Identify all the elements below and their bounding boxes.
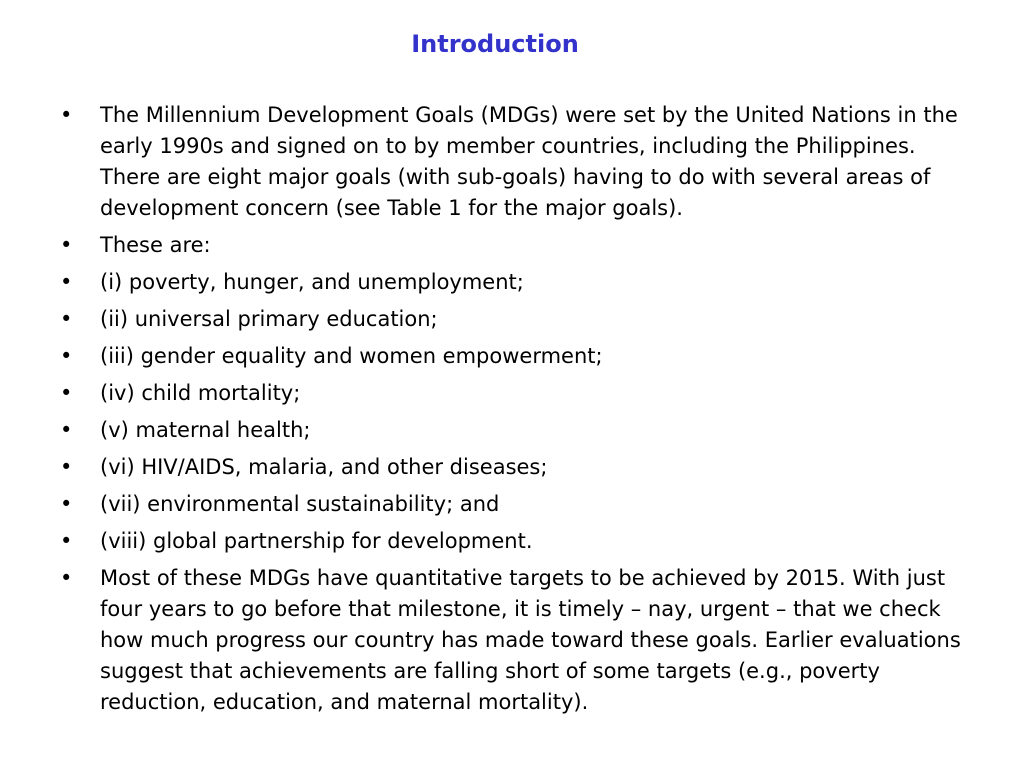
list-item [60, 378, 980, 409]
bullet-icon: • [60, 529, 73, 553]
bullet-icon: • [60, 455, 73, 479]
bullet-icon: • [60, 566, 73, 590]
slide-title: Introduction [411, 30, 579, 58]
bullet-icon: • [60, 418, 73, 442]
list-item-text: (iv) child mortality; [100, 381, 301, 405]
bullet-icon: • [60, 270, 73, 294]
list-item-text: (iii) gender equality and women empowerment; [100, 344, 603, 368]
bullet-icon: • [60, 103, 73, 127]
list-item-text: (v) maternal health; [100, 418, 311, 442]
list-item [60, 230, 980, 261]
list-item [60, 341, 980, 372]
list-item-text: (viii) global partnership for development. [100, 529, 533, 553]
list-item-text: Most of these MDGs have quantitative targets to be achieved by 2015. With just four years to go before that milestone, it is timely – nay, urgent – that we check how much progress our country has made toward these goals. Earlier evaluations suggest that achievements are falling short of some targets (e.g., poverty reduction, education, and maternal mortality). [100, 566, 961, 714]
bullet-icon: • [60, 233, 73, 257]
list-item [60, 304, 980, 335]
bullet-icon: • [60, 492, 73, 516]
list-item-text: (ii) universal primary education; [100, 307, 438, 331]
list-item [60, 267, 980, 298]
list-item [60, 563, 980, 718]
list-item-text: (vi) HIV/AIDS, malaria, and other diseases; [100, 455, 548, 479]
list-item [60, 452, 980, 483]
bullet-icon: • [60, 344, 73, 368]
list-item [60, 415, 980, 446]
list-item-text: These are: [100, 233, 211, 257]
list-item [60, 526, 980, 557]
bullet-icon: • [60, 381, 73, 405]
list-item-text: (i) poverty, hunger, and unemployment; [100, 270, 524, 294]
bullet-icon: • [60, 307, 73, 331]
list-item [60, 100, 980, 224]
list-item-text: (vii) environmental sustainability; and [100, 492, 500, 516]
list-item [60, 489, 980, 520]
bullet-list [60, 100, 980, 724]
list-item-text: The Millennium Development Goals (MDGs) were set by the United Nations in the early 1990s and signed on to by member countries, including the Philippines. There are eight major goals (with sub-goals) having to do with several areas of development concern (see Table 1 for the major goals). [100, 103, 958, 220]
